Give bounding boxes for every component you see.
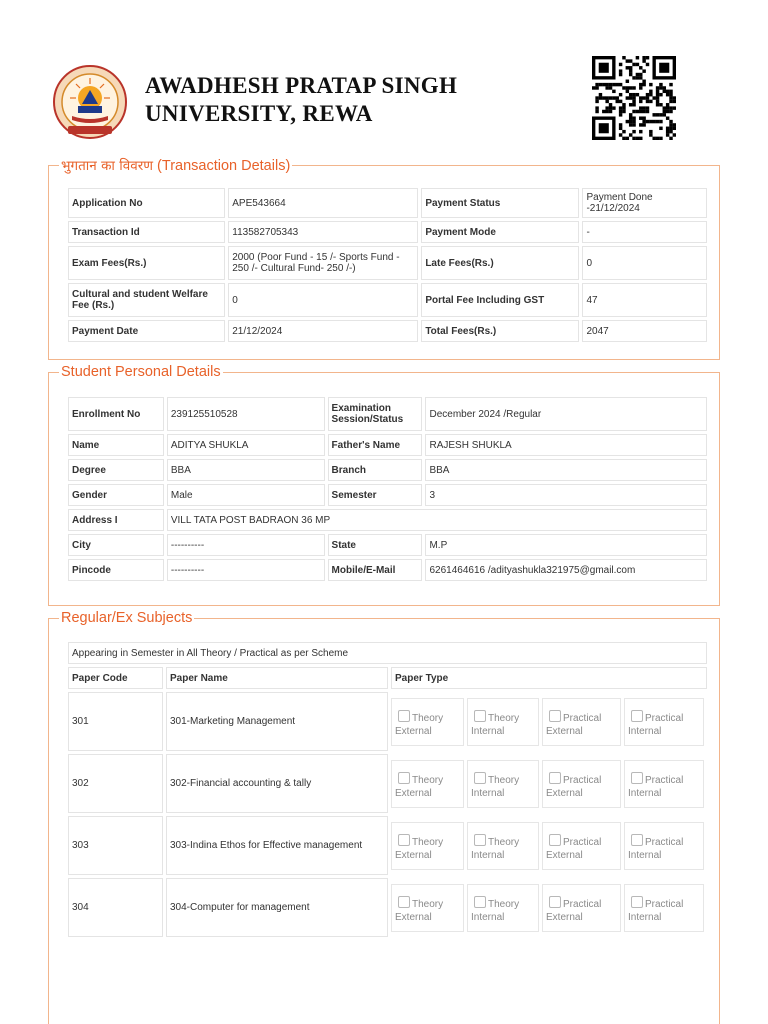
subjects-header-row xyxy=(68,667,707,689)
field-value: Male xyxy=(167,484,325,506)
field-value: ---------- xyxy=(167,534,325,556)
transaction-row xyxy=(68,320,707,342)
paper-type-checkbox[interactable] xyxy=(631,834,643,846)
paper-type-sublabel: External xyxy=(395,787,432,799)
field-label: Exam Fees(Rs.) xyxy=(68,246,225,280)
paper-type-cell xyxy=(391,816,707,875)
paper-type-sublabel: Internal xyxy=(471,849,505,861)
paper-type-sublabel: Internal xyxy=(471,911,505,923)
field-label: Name xyxy=(68,434,164,456)
transaction-row xyxy=(68,246,707,280)
field-value: BBA xyxy=(167,459,325,481)
paper-type-option[interactable] xyxy=(542,760,621,808)
paper-code: 303 xyxy=(68,816,163,875)
paper-type-sublabel: External xyxy=(546,725,583,737)
paper-type-checkbox[interactable] xyxy=(631,772,643,784)
field-label: Transaction Id xyxy=(68,221,225,243)
paper-type-option[interactable] xyxy=(391,698,464,746)
legend-english-text: (Transaction Details) xyxy=(157,158,291,174)
paper-type-label: Practical xyxy=(563,712,602,724)
field-label: Semester xyxy=(328,484,423,506)
field-value: 0 xyxy=(582,246,707,280)
field-value: 3 xyxy=(425,484,707,506)
paper-type-label: Practical xyxy=(563,774,602,786)
field-value: ADITYA SHUKLA xyxy=(167,434,325,456)
field-value: M.P xyxy=(425,534,707,556)
subjects-table xyxy=(65,639,710,940)
paper-type-label: Theory xyxy=(488,898,520,910)
paper-type-option[interactable] xyxy=(467,884,539,932)
paper-type-label: Theory xyxy=(488,712,520,724)
subjects-section xyxy=(48,610,720,1024)
field-label: Payment Mode xyxy=(421,221,579,243)
qr-code xyxy=(592,56,676,140)
page-header xyxy=(52,60,712,144)
paper-name: 303-Indina Ethos for Effective management xyxy=(166,816,388,875)
paper-type-sublabel: External xyxy=(546,787,583,799)
paper-name: 304-Computer for management xyxy=(166,878,388,937)
field-value: December 2024 /Regular xyxy=(425,397,707,431)
personal-row xyxy=(68,484,707,506)
header-paper-name: Paper Name xyxy=(166,667,388,689)
paper-type-checkbox[interactable] xyxy=(474,896,486,908)
paper-type-option[interactable] xyxy=(624,822,704,870)
transaction-details-legend xyxy=(59,156,292,174)
paper-type-option[interactable] xyxy=(391,884,464,932)
field-value: 6261464616 /adityashukla321975@gmail.com xyxy=(425,559,707,581)
paper-type-cell xyxy=(391,878,707,937)
address-value: VILL TATA POST BADRAON 36 MP xyxy=(167,509,707,531)
paper-type-cell xyxy=(391,692,707,751)
paper-type-checkbox[interactable] xyxy=(398,896,410,908)
field-label: Enrollment No xyxy=(68,397,164,431)
paper-type-label: Practical xyxy=(563,898,602,910)
subjects-note: Appearing in Semester in All Theory / Practical as per Scheme xyxy=(68,642,707,664)
field-value: 47 xyxy=(582,283,707,317)
paper-type-sublabel: Internal xyxy=(628,849,662,861)
paper-name: 302-Financial accounting & tally xyxy=(166,754,388,813)
field-value: RAJESH SHUKLA xyxy=(425,434,707,456)
paper-type-option[interactable] xyxy=(542,884,621,932)
paper-type-label: Theory xyxy=(412,774,444,786)
paper-row xyxy=(68,692,707,751)
paper-type-label: Theory xyxy=(412,712,444,724)
paper-type-option[interactable] xyxy=(391,760,464,808)
field-label: Branch xyxy=(328,459,423,481)
field-label: Pincode xyxy=(68,559,164,581)
field-label: Gender xyxy=(68,484,164,506)
field-value: APE543664 xyxy=(228,188,418,218)
paper-type-sublabel: External xyxy=(546,849,583,861)
paper-type-option[interactable] xyxy=(624,698,704,746)
field-label: Total Fees(Rs.) xyxy=(421,320,579,342)
field-value: BBA xyxy=(425,459,707,481)
personal-details-section xyxy=(48,364,720,606)
paper-type-sublabel: External xyxy=(546,911,583,923)
personal-details-legend: Student Personal Details xyxy=(61,364,221,380)
paper-row xyxy=(68,878,707,937)
paper-type-checkbox[interactable] xyxy=(549,896,561,908)
paper-type-checkbox[interactable] xyxy=(398,710,410,722)
field-label: Payment Status xyxy=(421,188,579,218)
paper-type-label: Practical xyxy=(563,836,602,848)
personal-row xyxy=(68,397,707,431)
paper-type-checkbox[interactable] xyxy=(549,834,561,846)
paper-type-checkbox[interactable] xyxy=(631,896,643,908)
field-label: City xyxy=(68,534,164,556)
university-logo xyxy=(52,64,128,140)
paper-type-checkbox[interactable] xyxy=(474,772,486,784)
paper-row xyxy=(68,754,707,813)
paper-type-label: Practical xyxy=(645,898,684,910)
subjects-note-row xyxy=(68,642,707,664)
paper-type-label: Practical xyxy=(645,836,684,848)
address-label: Address I xyxy=(68,509,164,531)
paper-type-option[interactable] xyxy=(391,822,464,870)
transaction-row xyxy=(68,283,707,317)
personal-row xyxy=(68,534,707,556)
university-name-line1: AWADHESH PRATAP SINGH xyxy=(145,73,458,98)
paper-type-checkbox[interactable] xyxy=(474,710,486,722)
paper-type-label: Theory xyxy=(488,774,520,786)
paper-type-option[interactable] xyxy=(467,760,539,808)
field-label: Examination Session/Status xyxy=(328,397,423,431)
field-label: Late Fees(Rs.) xyxy=(421,246,579,280)
field-value: 239125510528 xyxy=(167,397,325,431)
paper-row xyxy=(68,816,707,875)
paper-type-label: Theory xyxy=(412,898,444,910)
paper-type-checkbox[interactable] xyxy=(398,834,410,846)
paper-type-option[interactable] xyxy=(467,698,539,746)
paper-type-checkbox[interactable] xyxy=(398,772,410,784)
paper-type-option[interactable] xyxy=(624,884,704,932)
paper-name: 301-Marketing Management xyxy=(166,692,388,751)
field-value: Payment Done -21/12/2024 xyxy=(582,188,707,218)
paper-type-checkbox[interactable] xyxy=(631,710,643,722)
transaction-details-section xyxy=(48,156,720,360)
paper-type-checkbox[interactable] xyxy=(549,772,561,784)
transaction-table xyxy=(65,185,710,345)
paper-type-label: Practical xyxy=(645,712,684,724)
field-value: 0 xyxy=(228,283,418,317)
paper-type-option[interactable] xyxy=(542,822,621,870)
paper-type-sublabel: Internal xyxy=(471,725,505,737)
paper-type-checkbox[interactable] xyxy=(474,834,486,846)
paper-type-sublabel: External xyxy=(395,911,432,923)
field-label: Father's Name xyxy=(328,434,423,456)
paper-type-sublabel: Internal xyxy=(628,787,662,799)
paper-code: 302 xyxy=(68,754,163,813)
subjects-legend: Regular/Ex Subjects xyxy=(61,610,193,626)
paper-type-option[interactable] xyxy=(624,760,704,808)
paper-type-options xyxy=(391,822,707,870)
personal-row xyxy=(68,459,707,481)
address-row xyxy=(68,509,707,531)
field-value: 2000 (Poor Fund - 15 /- Sports Fund - 250 /- Cultural Fund- 250 /-) xyxy=(228,246,418,280)
paper-type-options xyxy=(391,884,707,932)
transaction-row xyxy=(68,188,707,218)
personal-row xyxy=(68,559,707,581)
university-name-line2: UNIVERSITY, REWA xyxy=(145,101,373,126)
field-value: 21/12/2024 xyxy=(228,320,418,342)
field-label: State xyxy=(328,534,423,556)
field-label: Portal Fee Including GST xyxy=(421,283,579,317)
paper-type-option[interactable] xyxy=(542,698,621,746)
header-paper-code: Paper Code xyxy=(68,667,163,689)
field-label: Cultural and student Welfare Fee (Rs.) xyxy=(68,283,225,317)
paper-type-sublabel: Internal xyxy=(628,725,662,737)
paper-type-sublabel: Internal xyxy=(471,787,505,799)
paper-code: 301 xyxy=(68,692,163,751)
paper-type-checkbox[interactable] xyxy=(549,710,561,722)
field-label: Mobile/E-Mail xyxy=(328,559,423,581)
header-paper-type: Paper Type xyxy=(391,667,707,689)
field-value: ---------- xyxy=(167,559,325,581)
paper-type-cell xyxy=(391,754,707,813)
paper-type-sublabel: External xyxy=(395,725,432,737)
paper-type-label: Theory xyxy=(412,836,444,848)
field-value: 2047 xyxy=(582,320,707,342)
field-label: Payment Date xyxy=(68,320,225,342)
personal-row xyxy=(68,434,707,456)
paper-type-option[interactable] xyxy=(467,822,539,870)
legend-hindi-text: भुगतान का विवरण xyxy=(61,158,154,174)
field-value: - xyxy=(582,221,707,243)
personal-details-table xyxy=(65,394,710,584)
transaction-row xyxy=(68,221,707,243)
paper-type-options xyxy=(391,698,707,746)
paper-type-label: Theory xyxy=(488,836,520,848)
paper-type-label: Practical xyxy=(645,774,684,786)
university-title xyxy=(145,72,457,128)
paper-type-sublabel: Internal xyxy=(628,911,662,923)
field-label: Degree xyxy=(68,459,164,481)
field-value: 113582705343 xyxy=(228,221,418,243)
field-label: Application No xyxy=(68,188,225,218)
paper-code: 304 xyxy=(68,878,163,937)
paper-type-options xyxy=(391,760,707,808)
paper-type-sublabel: External xyxy=(395,849,432,861)
